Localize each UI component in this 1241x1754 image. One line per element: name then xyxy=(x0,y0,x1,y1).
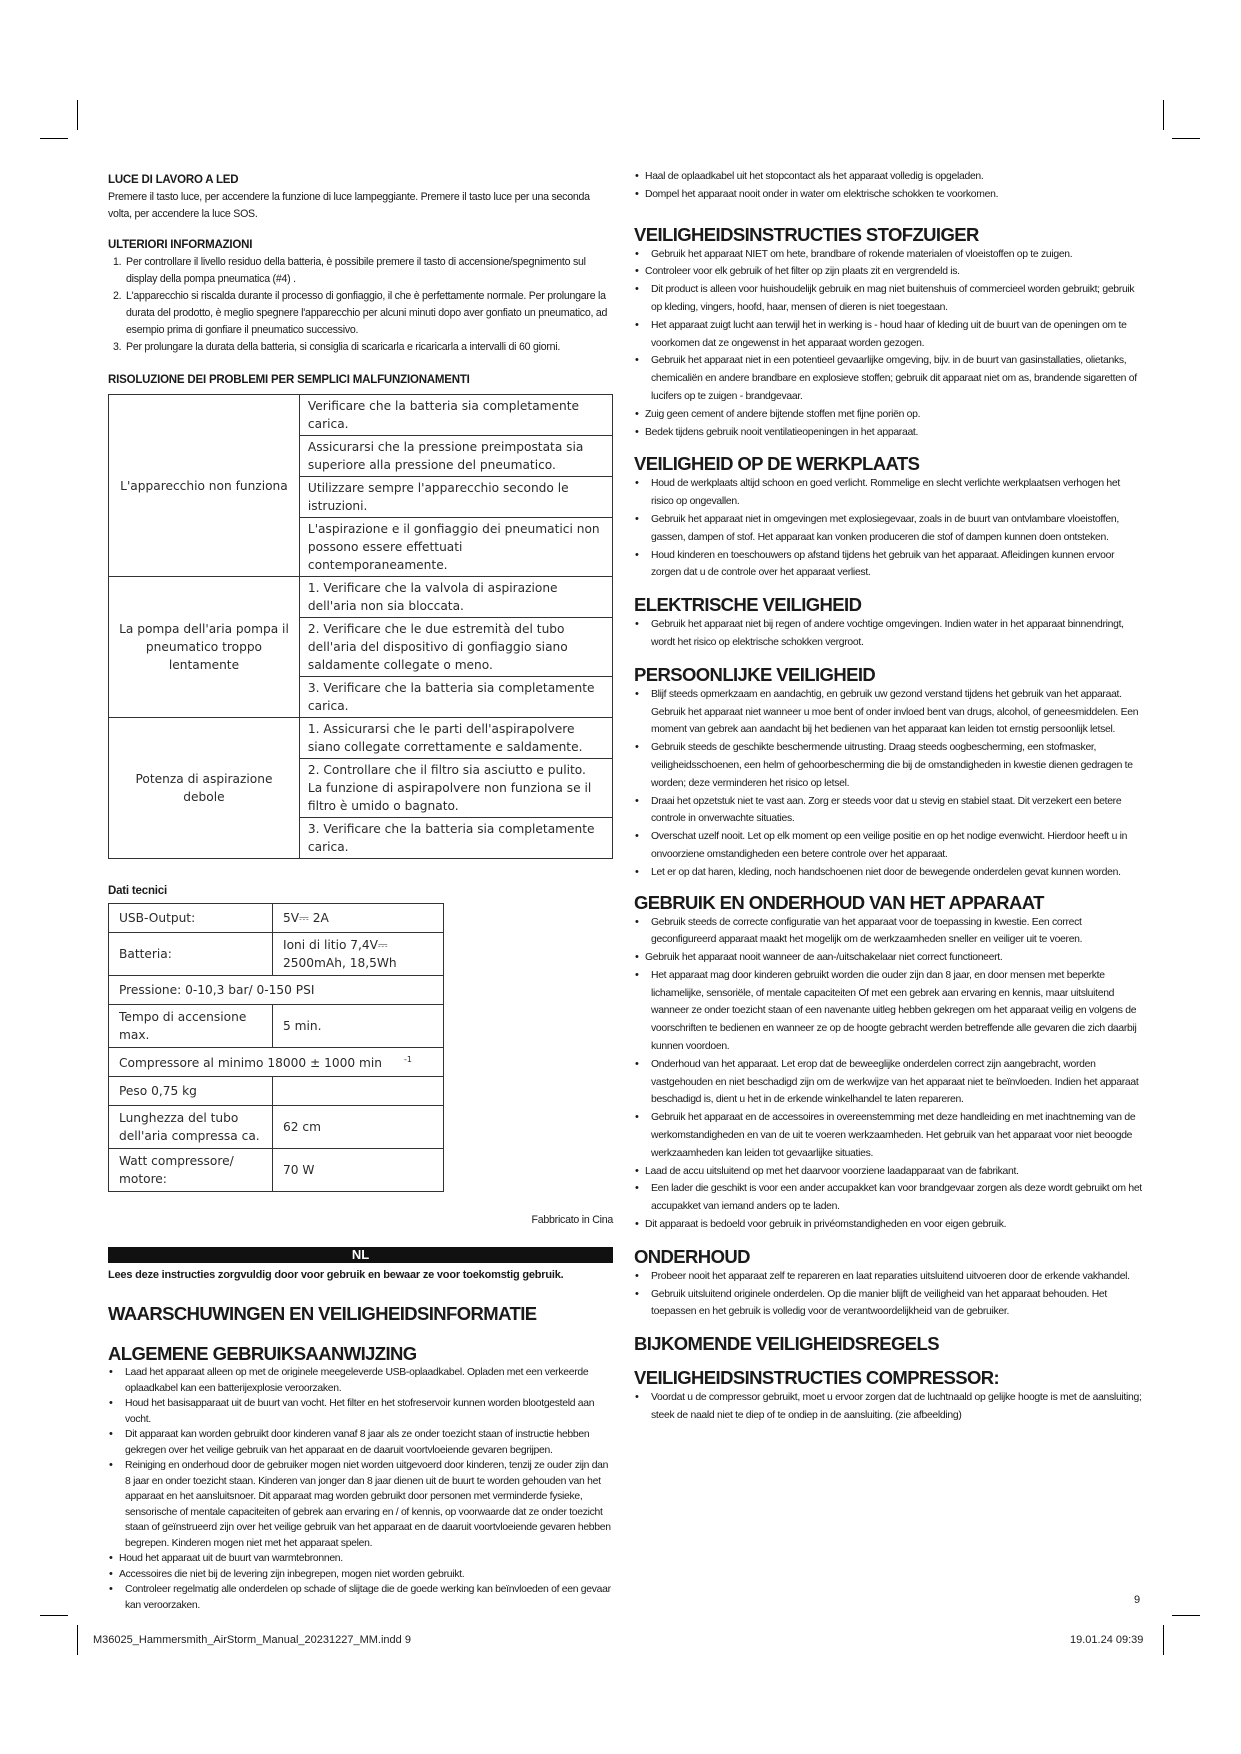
list-item: • Dit apparaat kan worden gebruikt door kinderen vanaf 8 jaar als ze onder toezicht staan of instructie hebben gekregen over het veilige gebruik van het apparaat en de daaruit voortvloeiende gevaren begrijpen. xyxy=(122,1427,613,1458)
list-item: • Controleer regelmatig alle onderdelen op schade of slijtage die de goede werking kan beïnvloeden of een gevaar kan veroorzaken. xyxy=(122,1582,613,1613)
list-item: • Houd het apparaat uit de buurt van warmtebronnen. xyxy=(116,1551,613,1567)
spec-key xyxy=(109,1048,444,1077)
symptom-cell: Potenza di aspirazione debole xyxy=(109,718,300,859)
use-maintenance-heading: GEBRUIK EN ONDERHOUD VAN HET APPARAAT xyxy=(634,891,1044,913)
vacuum-list xyxy=(634,246,1144,442)
table-row xyxy=(109,904,444,933)
list-item: • Haal de oplaadkabel uit het stopcontact als het apparaat volledig is opgeladen. xyxy=(642,168,1144,186)
electrical-list xyxy=(634,616,1144,652)
workplace-list xyxy=(634,475,1144,582)
electrical-heading: ELEKTRISCHE VEILIGHEID xyxy=(634,594,862,616)
list-item: • Gebruik steeds de geschikte beschermende uitrusting. Draag steeds oogbescherming, een stofmasker, veiligheidsschoenen, een helm of gehoorbescherming die bij de omstandigheden in kwestie dienen gedragen te worden; deze verminderen het risico op letsel. xyxy=(648,739,1144,792)
list-item: • Draai het opzetstuk niet te vast aan. Zorg er steeds voor dat u stevig en stabiel staat. Dit verzekert een betere controle in onverwachte situaties. xyxy=(648,793,1144,829)
personal-heading: PERSOONLIJKE VEILIGHEID xyxy=(634,663,876,685)
vacuum-section xyxy=(634,224,1144,442)
spec-key: Tempo di accensione max. xyxy=(109,1005,273,1048)
list-item: • Gebruik het apparaat nooit wanneer de aan-/uitschakelaar niet correct functioneert. xyxy=(642,949,1144,967)
solution-cell: 3. Verificare che la batteria sia completamente carica. xyxy=(299,818,612,859)
symptom-cell: L'apparecchio non funziona xyxy=(109,395,300,577)
list-item: • Laad de accu uitsluitend op met het daarvoor voorziene laadapparaat van de fabrikant. xyxy=(642,1163,1144,1181)
charging-list xyxy=(634,168,1144,204)
list-item: • Voordat u de compressor gebruikt, moet u ervoor zorgen dat de luchtnaald op gelijke hoogte is met de aansluiting; steek de naald niet te diep of te ondiep in de aansluiting. (zie afbeelding) xyxy=(648,1389,1144,1425)
spec-value xyxy=(273,1077,444,1106)
troubleshooting-section xyxy=(108,374,613,859)
list-item: • Het apparaat mag door kinderen gebruikt worden die ouder zijn dan 8 jaar, en door mensen met beperkte lichamelijke, sensoriële, of mentale capaciteiten Of met een gebrek aan ervaring en kennis, maar uitsluitend wanneer ze onder toezicht staan of een navenante uitleg hebben gekregen om het apparaat veilig en volgens de voorschriften te bedienen en wanneer ze op de hoogte gebracht werden betreffende alle gevaren die zich daarbij kunnen voordoen. xyxy=(648,967,1144,1056)
list-item: • Gebruik het apparaat niet in een potentieel gevaarlijke omgeving, bijv. in de buurt van gasinstallaties, olietanks, chemicaliën en andere brandbare en explosieve stoffen; gebruik dit apparaat niet om as, brandende sigaretten of lucifers op te zuigen - brandgevaar. xyxy=(648,352,1144,405)
list-item: • Gebruik het apparaat niet in omgevingen met explosiegevaar, zoals in de buurt van ontvlambare vloeistoffen, gassen, dampen of stof. Het apparaat kan vonken produceren die stof of dampen kunnen doen ontsteken. xyxy=(648,511,1144,547)
maintenance-section xyxy=(634,1246,1144,1321)
work-light-heading: LUCE DI LAVORO A LED xyxy=(108,174,239,186)
list-item: • Overschat uzelf nooit. Let op elk moment op een veilige positie en op het nodige evenwicht. Hierdoor heeft u in onvoorziene omstandigheden een betere controle over het apparaat. xyxy=(648,828,1144,864)
crop-mark xyxy=(40,138,68,139)
spec-key-text: Compressore al minimo 18000 ± 1000 min xyxy=(119,1056,382,1071)
solution-cell: 3. Verificare che la batteria sia completamente carica. xyxy=(299,677,612,718)
spec-key: Pressione: 0-10,3 bar/ 0-150 PSI xyxy=(109,976,444,1005)
use-maintenance-list xyxy=(634,914,1144,1234)
table-row xyxy=(109,933,444,976)
spec-value: 62 cm xyxy=(273,1106,444,1149)
specs-table xyxy=(108,903,444,1192)
maintenance-list xyxy=(634,1268,1144,1321)
right-column xyxy=(634,168,1144,1425)
crop-mark xyxy=(40,1615,68,1616)
vacuum-heading: VEILIGHEIDSINSTRUCTIES STOFZUIGER xyxy=(634,223,979,245)
list-item: • Reiniging en onderhoud door de gebruiker mogen niet worden uitgevoerd door kinderen, tenzij ze ouder zijn dan 8 jaar en onder toezicht staan. Kinderen van jonger dan 8 jaar dienen uit de buurt te worden gehouden van het apparaat en het aansluitsnoer. Dit apparaat mag worden gebruikt door personen met verminderde fysieke, sensorische of mentale capaciteiten of gebrek aan ervaring en / of kennis, op voorwaarde dat ze onder toezicht staan of geïnstrueerd zijn over het veilige gebruik van het apparaat en de daaruit voortvloeiende gevaren hebben begrepen. Kinderen mogen niet met het apparaat spelen. xyxy=(122,1458,613,1551)
list-item: • Gebruik het apparaat NIET om hete, brandbare of rokende materialen of vloeistoffen op te zuigen. xyxy=(648,246,1144,264)
compressor-section xyxy=(634,1367,1144,1425)
solution-cell: 1. Assicurarsi che le parti dell'aspirapolvere siano collegate correttamente e saldamente. xyxy=(299,718,612,759)
crop-mark xyxy=(1163,1625,1164,1655)
personal-section xyxy=(634,664,1144,882)
list-item: • Gebruik steeds de correcte configuratie van het apparaat voor de toepassing in kwestie. Een correct geconfigureerd apparaat maakt het mogelijk om de werkzaamheden sneller en veiliger uit te voeren. xyxy=(648,914,1144,950)
table-row xyxy=(109,1149,444,1192)
solution-cell: Verificare che la batteria sia completamente carica. xyxy=(299,395,612,436)
left-column xyxy=(108,168,613,1613)
list-item: • Laad het apparaat alleen op met de originele meegeleverde USB-oplaadkabel. Opladen met een verkeerde oplaadkabel kan een batterijexplosie veroorzaken. xyxy=(122,1365,613,1396)
troubleshooting-table xyxy=(108,394,613,859)
list-item: • Dit product is alleen voor huishoudelijk gebruik en mag niet buitenshuis of commercieel worden gebruikt; gebruik op kleding, vingers, hoofd, haar, mensen of dieren is niet toegestaan. xyxy=(648,281,1144,317)
table-row xyxy=(109,718,613,759)
table-row xyxy=(109,1048,444,1077)
compressor-list xyxy=(634,1389,1144,1425)
solution-cell: Utilizzare sempre l'apparecchio secondo le istruzioni. xyxy=(299,477,612,518)
made-in-label: Fabbricato in Cina xyxy=(531,1214,613,1226)
crop-mark xyxy=(77,100,78,130)
list-item: • Dit apparaat is bedoeld voor gebruik in privéomstandigheden en voor eigen gebruik. xyxy=(642,1216,1144,1234)
list-item: • Blijf steeds opmerkzaam en aandachtig, en gebruik uw gezond verstand tijdens het gebruik van het apparaat. Gebruik het apparaat niet wanneer u moe bent of onder invloed bent van drugs, alcohol, of geneesmiddelen. Een moment van gebrek aan aandacht bij het bedienen van het apparaat kan leiden tot ernstig persoonlijk letsel. xyxy=(648,686,1144,739)
table-row xyxy=(109,577,613,618)
list-item: 2. L'apparecchio si riscalda durante il processo di gonfiaggio, il che è perfettamente normale. Per prolungare la durata del prodotto, è meglio spegnere l'apparecchio per alcuni minuti dopo aver gonfiato un pneumatico, ad esempio prima di gonfiare il pneumatico successivo. xyxy=(124,288,613,339)
list-item: • Houd het basisapparaat uit de buurt van vocht. Het filter en het stofreservoir kunnen worden blootgesteld aan vocht. xyxy=(122,1396,613,1427)
specs-section xyxy=(108,885,613,1229)
list-item: • Let er op dat haren, kleding, noch handschoenen niet door de bewegende onderdelen gevat kunnen worden. xyxy=(648,864,1144,882)
solution-cell: 2. Controllare che il filtro sia asciutto e pulito. La funzione di aspirapolvere non funziona se il filtro è umido o bagnato. xyxy=(299,759,612,818)
personal-list xyxy=(634,686,1144,882)
spec-key: Batteria: xyxy=(109,933,273,976)
table-row xyxy=(109,976,444,1005)
crop-mark xyxy=(1163,100,1164,130)
table-row xyxy=(109,1106,444,1149)
additional-rules-heading: BIJKOMENDE VEILIGHEIDSREGELS xyxy=(634,1333,939,1355)
page-number: 9 xyxy=(1134,1594,1141,1606)
spec-unit-exponent: -1 xyxy=(404,1055,412,1065)
general-section xyxy=(108,1343,613,1613)
list-item: • Gebruik het apparaat en de accessoires in overeenstemming met deze handleiding en met inachtneming van de werkomstandigheden en van de uit te voeren werkzaamheden. Het gebruik van het apparaat voor niet beoogde werkzaamheden kan leiden tot gevaarlijke situaties. xyxy=(648,1109,1144,1162)
list-item: • Het apparaat zuigt lucht aan terwijl het in werking is - houd haar of kleding uit de buurt van de openingen om te voorkomen dat ze ongewenst in het apparaat worden gezogen. xyxy=(648,317,1144,353)
list-item: • Bedek tijdens gebruik nooit ventilatieopeningen in het apparaat. xyxy=(642,424,1144,442)
list-item: • Zuig geen cement of andere bijtende stoffen met fijne poriën op. xyxy=(642,406,1144,424)
list-item: • Controleer voor elk gebruik of het filter op zijn plaats zit en vergrendeld is. xyxy=(642,263,1144,281)
list-item: • Accessoires die niet bij de levering zijn inbegrepen, mogen niet worden gebruikt. xyxy=(116,1567,613,1583)
solution-cell: Assicurarsi che la pressione preimpostata sia superiore alla pressione del pneumatico. xyxy=(299,436,612,477)
work-light-text: Premere il tasto luce, per accendere la funzione di luce lampeggiante. Premere il tasto luce per una seconda volta, per accendere la luce SOS. xyxy=(108,191,590,220)
footer-file-info: M36025_Hammersmith_AirStorm_Manual_20231227_MM.indd 9 xyxy=(93,1634,411,1646)
maintenance-heading: ONDERHOUD xyxy=(634,1245,750,1267)
electrical-section xyxy=(634,594,1144,652)
list-item: • Houd de werkplaats altijd schoon en goed verlicht. Rommelige en slecht verlichte werkplaatsen verhogen het risico op ongevallen. xyxy=(648,475,1144,511)
more-info-section xyxy=(108,239,613,356)
symptom-cell: La pompa dell'aria pompa il pneumatico troppo lentamente xyxy=(109,577,300,718)
table-row xyxy=(109,1005,444,1048)
list-item: • Een lader die geschikt is voor een ander accupakket kan voor brandgevaar zorgen als deze wordt gebruikt om het accupakket van iemand anders op te laden. xyxy=(648,1180,1144,1216)
more-info-heading: ULTERIORI INFORMAZIONI xyxy=(108,239,253,251)
language-bar-nl: NL xyxy=(108,1247,613,1263)
list-item: • Houd kinderen en toeschouwers op afstand tijdens het gebruik van het apparaat. Afleidingen kunnen ervoor zorgen dat u de controle over het apparaat verliest. xyxy=(648,547,1144,583)
spec-key: Peso 0,75 kg xyxy=(109,1077,273,1106)
warnings-heading: WAARSCHUWINGEN EN VEILIGHEIDSINFORMATIE xyxy=(108,1303,537,1324)
solution-cell: 1. Verificare che la valvola di aspirazione dell'aria non sia bloccata. xyxy=(299,577,612,618)
list-item: • Onderhoud van het apparaat. Let erop dat de beweeglijke onderdelen correct zijn aangebracht, worden vastgehouden en niet beschadigd zijn om de werkwijze van het apparaat niet te beïnvloeden. Indien het apparaat beschadigd is, dient u het in de erkende winkelhandel te laten repareren. xyxy=(648,1056,1144,1109)
workplace-section xyxy=(634,453,1144,582)
list-item: • Probeer nooit het apparaat zelf te repareren en laat reparaties uitsluitend uitvoeren door de erkende vakhandel. xyxy=(648,1268,1144,1286)
spec-value: Ioni di litio 7,4V⎓ 2500mAh, 18,5Wh xyxy=(273,933,444,976)
list-item: • Gebruik uitsluitend originele onderdelen. Op die manier blijft de veiligheid van het apparaat behouden. Het toepassen en het gebruik is volledig voor de verantwoordelijkheid van de gebruiker. xyxy=(648,1286,1144,1322)
list-item: • Gebruik het apparaat niet bij regen of andere vochtige omgevingen. Indien water in het apparaat binnendringt, wordt het risico op elektrische schokken vergroot. xyxy=(648,616,1144,652)
table-row xyxy=(109,395,613,436)
crop-mark xyxy=(1172,138,1200,139)
workplace-heading: VEILIGHEID OP DE WERKPLAATS xyxy=(634,453,920,475)
spec-key: USB-Output: xyxy=(109,904,273,933)
specs-heading: Dati tecnici xyxy=(108,885,167,897)
solution-cell: 2. Verificare che le due estremità del tubo dell'aria del dispositivo di gonfiaggio siano saldamente collegate o meno. xyxy=(299,618,612,677)
list-item: 1. Per controllare il livello residuo della batteria, è possibile premere il tasto di accensione/spegnimento sul display della pompa pneumatica (#4) . xyxy=(124,254,613,288)
troubleshooting-heading: RISOLUZIONE DEI PROBLEMI PER SEMPLICI MALFUNZIONAMENTI xyxy=(108,374,470,386)
spec-key: Lunghezza del tubo dell'aria compressa ca. xyxy=(109,1106,273,1149)
more-info-list xyxy=(108,254,613,356)
list-item: • Dompel het apparaat nooit onder in water om elektrische schokken te voorkomen. xyxy=(642,186,1144,204)
spec-value: 5 min. xyxy=(273,1005,444,1048)
solution-cell: L'aspirazione e il gonfiaggio dei pneumatici non possono essere effettuati contemporaneamente. xyxy=(299,518,612,577)
footer-date: 19.01.24 09:39 xyxy=(1070,1634,1144,1646)
compressor-heading: VEILIGHEIDSINSTRUCTIES COMPRESSOR: xyxy=(634,1367,1000,1389)
crop-mark xyxy=(1172,1615,1200,1616)
spec-key: Watt compressore/ motore: xyxy=(109,1149,273,1192)
general-heading: ALGEMENE GEBRUIKSAANWIJZING xyxy=(108,1343,417,1364)
nl-intro: Lees deze instructies zorgvuldig door voor gebruik en bewaar ze voor toekomstig gebruik. xyxy=(108,1269,564,1281)
list-item: 3. Per prolungare la durata della batteria, si consiglia di scaricarla e ricaricarla a intervalli di 60 giorni. xyxy=(124,339,613,356)
work-light-section xyxy=(108,174,613,223)
spec-value: 70 W xyxy=(273,1149,444,1192)
table-row xyxy=(109,1077,444,1106)
general-list xyxy=(108,1365,613,1613)
use-maintenance-section xyxy=(634,892,1144,1234)
crop-mark xyxy=(77,1625,78,1655)
spec-value: 5V⎓ 2A xyxy=(273,904,444,933)
